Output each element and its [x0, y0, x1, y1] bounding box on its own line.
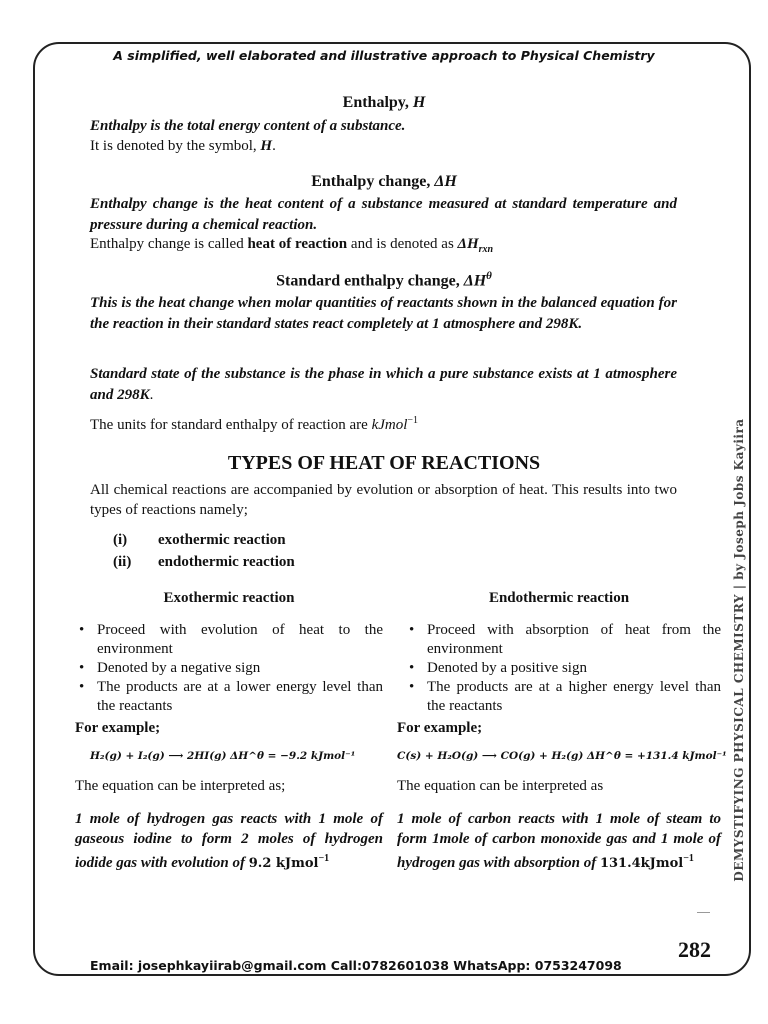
enthalpy-definition: Enthalpy is the total energy content of a substance. — [90, 118, 406, 134]
list-item: • The products are at a higher energy level than the reactants — [405, 678, 721, 716]
page-header-tagline: A simplified, well elaborated and illustrative approach to Physical Chemistry — [113, 48, 655, 63]
enthalpy-change-heading: Enthalpy change, ΔH — [311, 173, 457, 190]
types-item-2: (ii) endothermic reaction — [113, 554, 295, 570]
standard-enthalpy-definition: This is the heat change when molar quantities of reactants shown in the balanced equation for the reaction in their standard states react completely at 1 atmosphere and 298K. — [90, 295, 677, 332]
exothermic-equation: H₂(g) + I₂(g) ⟶ 2HI(g) ΔH^θ = −9.2 kJmol⁻¹ — [90, 750, 356, 762]
divider-dash — [697, 912, 710, 913]
exothermic-example-label: For example; — [75, 720, 161, 736]
exothermic-interpret: The equation can be interpreted as; — [75, 778, 286, 794]
standard-state-definition: Standard state of the substance is the phase in which a pure substance exists at 1 atmosphere and 298K. — [90, 366, 677, 403]
endothermic-interpret: The equation can be interpreted as — [397, 778, 604, 794]
endothermic-heading: Endothermic reaction — [488, 590, 630, 606]
list-item: • The products are at a lower energy level than the reactants — [75, 678, 383, 716]
footer-contact: Email: josephkayiirab@gmail.com Call:0782601038 WhatsApp: 0753247098 — [90, 958, 622, 973]
page-number: 282 — [678, 937, 711, 962]
exothermic-bullets — [75, 621, 383, 716]
enthalpy-heading: Enthalpy, H — [342, 94, 426, 111]
exothermic-heading: Exothermic reaction — [163, 590, 295, 606]
enthalpy-change-called: Enthalpy change is called heat of reaction and is denoted as $\Delta H_{rxn}$ — [90, 236, 494, 255]
types-item-1: (i) exothermic reaction — [113, 532, 286, 548]
enthalpy-change-definition: Enthalpy change is the heat content of a substance measured at standard temperature and pressure during a chemical reaction. — [90, 196, 677, 233]
list-item: • Denoted by a positive sign — [405, 659, 721, 678]
endothermic-bullets — [405, 621, 721, 716]
endothermic-equation: C(s) + H₂O(g) ⟶ CO(g) + H₂(g) ΔH^θ = +131.4 kJmol⁻¹ — [397, 750, 727, 762]
standard-enthalpy-heading: Standard enthalpy change, $\Delta H^\theta$ — [276, 270, 492, 290]
list-item: • Denoted by a negative sign — [75, 659, 383, 678]
list-item: • Proceed with evolution of heat to the environment — [75, 621, 383, 659]
types-intro: All chemical reactions are accompanied by evolution or absorption of heat. This results into two types of reactions namely; — [90, 482, 677, 518]
endothermic-explanation: 1 mole of carbon reacts with 1 mole of steam to form 1mole of carbon monoxide gas and 1 mole of hydrogen gas with absorption of 131.4kJmol$^{-1}$ — [397, 811, 721, 871]
types-heading: TYPES OF HEAT OF REACTIONS — [227, 452, 541, 474]
exothermic-explanation: 1 mole of hydrogen gas reacts with 1 mole of gaseous iodine to form 2 moles of hydrogen iodide gas with evolution of 9.2 kJmol$^{-1}$ — [75, 811, 383, 871]
enthalpy-denoted: It is denoted by the symbol, H. — [90, 138, 276, 154]
list-item: • Proceed with absorption of heat from the environment — [405, 621, 721, 659]
sidebar-vertical-text: DEMYSTIFYING PHYSICAL CHEMISTRY | by Joseph Jobs Kayiira — [732, 418, 746, 882]
units-statement: The units for standard enthalpy of reaction are kJmol$^{-1}$ — [90, 415, 419, 433]
endothermic-example-label: For example; — [397, 720, 483, 736]
